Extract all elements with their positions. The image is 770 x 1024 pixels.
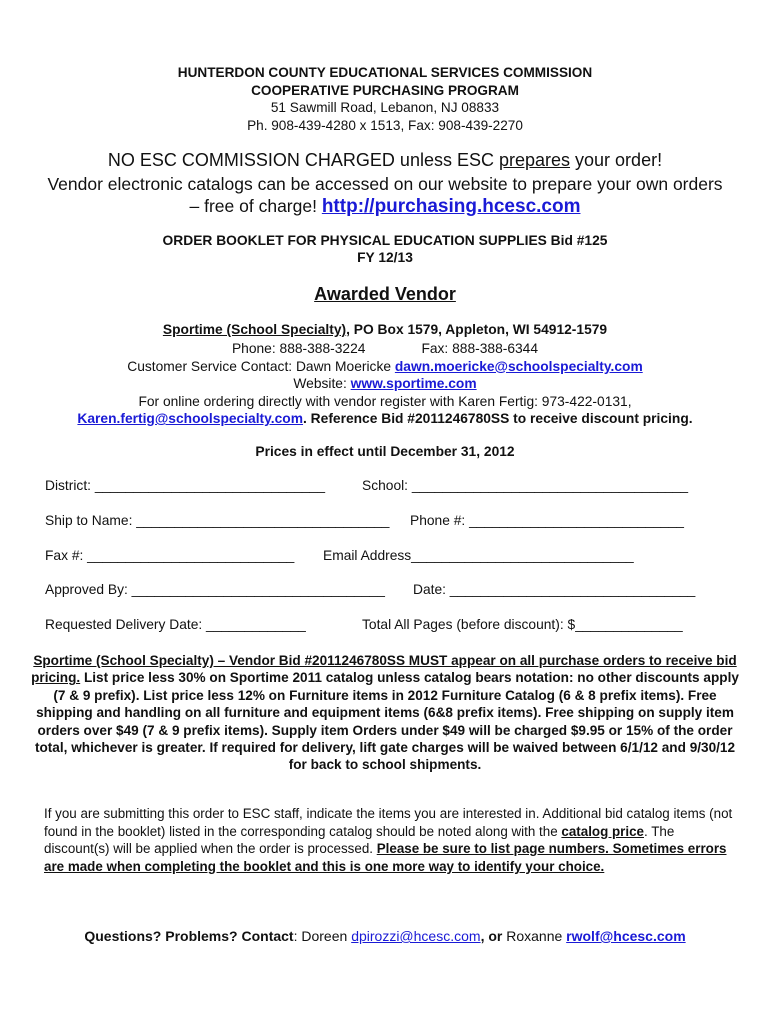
catalog-access-line: Vendor electronic catalogs can be accessed on our website to prepare your own orders bbox=[47, 174, 723, 194]
purchasing-website-link[interactable]: http://purchasing.hcesc.com bbox=[321, 196, 581, 217]
headline-text-end: your order! bbox=[570, 150, 663, 170]
customer-service-email-link[interactable]: dawn.moericke@schoolspecialty.com bbox=[394, 358, 643, 374]
questions-label: Questions? Problems? Contact bbox=[84, 928, 294, 944]
note-text: If you are submitting this order to ESC staff, indicate the items you are interested in. Additional bid catalog items (not found in the booklet) listed in the corresponding catalog should be noted along with the bbox=[44, 806, 733, 839]
vendor-terms bbox=[30, 652, 740, 774]
reference-text: . Reference Bid #2011246780SS to receive discount pricing. bbox=[303, 411, 693, 427]
vendor-fax: Fax: 888-388-6344 bbox=[421, 341, 539, 357]
date-field[interactable]: Date: ________________________________ bbox=[413, 582, 696, 597]
commission-notice bbox=[0, 150, 770, 217]
headline-underlined: prepares bbox=[498, 150, 571, 170]
fax-field[interactable]: Fax #: ___________________________ bbox=[45, 548, 295, 563]
online-ordering-line: For online ordering directly with vendor register with Karen Fertig: 973-422-0131, bbox=[138, 393, 632, 409]
doreen-label: : Doreen bbox=[293, 928, 352, 944]
note-text-2: . The discount(s) will be applied when the order is processed. bbox=[44, 823, 675, 857]
approved-by-field[interactable]: Approved By: _________________________________ bbox=[45, 582, 385, 597]
customer-service-line bbox=[0, 358, 770, 375]
karen-email-link[interactable]: Karen.fertig@schoolspecialty.com bbox=[77, 411, 304, 427]
terms-details: List price less 30% on Sportime 2011 catalog unless catalog bears notation: no other discounts apply (7 & 9 prefix). List price less 12% on Furniture items in 2012 Furniture Catalog (6 & 8 prefix items). Free shipping and handling on all furniture and equipment items (6&8 prefix items). Free shipping on supply item orders over $49 (7 & 9 prefix items). Supply item Orders under $49 will be charged $9.95 or 15% of the order total, whichever is greater. If required for delivery, lift gate charges will be waived between 6/1/12 and 9/30/12 for back to school shipments. bbox=[34, 670, 739, 773]
prices-effective: Prices in effect until December 31, 2012 bbox=[255, 444, 515, 459]
fiscal-year: FY 12/13 bbox=[357, 250, 413, 265]
awarded-vendor-heading: Awarded Vendor bbox=[314, 284, 456, 304]
delivery-date-field[interactable]: Requested Delivery Date: _____________ bbox=[45, 617, 306, 632]
customer-service-label: Customer Service Contact: Dawn Moericke bbox=[127, 358, 395, 374]
letterhead bbox=[0, 64, 770, 134]
school-field[interactable]: School: ____________________________________ bbox=[362, 478, 689, 493]
booklet-title bbox=[0, 232, 770, 266]
booklet-bid-title: ORDER BOOKLET FOR PHYSICAL EDUCATION SUPPLIES Bid #125 bbox=[162, 233, 608, 248]
vendor-name-line bbox=[0, 321, 770, 338]
org-phone: Ph. 908-439-4280 x 1513, Fax: 908-439-2270 bbox=[247, 117, 523, 133]
questions-contact bbox=[0, 928, 770, 944]
vendor-phone: Phone: 888-388-3224 bbox=[231, 341, 366, 357]
commission-headline bbox=[0, 150, 770, 170]
vendor-name: Sportime (School Specialty) bbox=[162, 322, 347, 337]
reference-line bbox=[0, 410, 770, 427]
roxanne-email-link[interactable]: rwolf@hcesc.com bbox=[566, 928, 686, 944]
vendor-info bbox=[0, 321, 770, 427]
headline-text: NO ESC COMMISSION CHARGED unless ESC bbox=[107, 150, 499, 170]
doreen-email-link[interactable]: dpirozzi@hcesc.com bbox=[351, 928, 481, 944]
ship-to-field[interactable]: Ship to Name: _________________________________ bbox=[45, 513, 390, 528]
free-of-charge-line bbox=[0, 196, 770, 217]
or-text: , or bbox=[480, 928, 503, 944]
website-label: Website: bbox=[293, 376, 351, 392]
free-of-charge-text: – free of charge! bbox=[189, 196, 322, 216]
district-field[interactable]: District: ______________________________ bbox=[45, 478, 326, 493]
vendor-address: , PO Box 1579, Appleton, WI 54912-1579 bbox=[346, 322, 608, 337]
terms-requirement: Sportime (School Specialty) – Vendor Bid #2011246780SS MUST appear on all purchase orders to receive bid pricing. bbox=[31, 653, 737, 686]
org-name: HUNTERDON COUNTY EDUCATIONAL SERVICES COMMISSION bbox=[177, 65, 593, 80]
submission-note bbox=[44, 805, 734, 875]
catalog-price-text: catalog price bbox=[561, 823, 644, 839]
page-numbers-reminder: Please be sure to list page numbers. Sometimes errors are made when completing the booklet and this is one more way to identify your choice. bbox=[44, 841, 727, 874]
program-name: COOPERATIVE PURCHASING PROGRAM bbox=[251, 82, 519, 98]
vendor-phone-fax bbox=[0, 340, 770, 357]
website-line bbox=[0, 375, 770, 392]
phone-field[interactable]: Phone #: ____________________________ bbox=[410, 513, 684, 528]
total-field[interactable]: Total All Pages (before discount): $______________ bbox=[362, 617, 683, 632]
roxanne-label: Roxanne bbox=[502, 928, 567, 944]
vendor-website-link[interactable]: www.sportime.com bbox=[350, 376, 477, 392]
email-field[interactable]: Email Address_____________________________ bbox=[323, 548, 634, 563]
org-address: 51 Sawmill Road, Lebanon, NJ 08833 bbox=[270, 100, 500, 116]
